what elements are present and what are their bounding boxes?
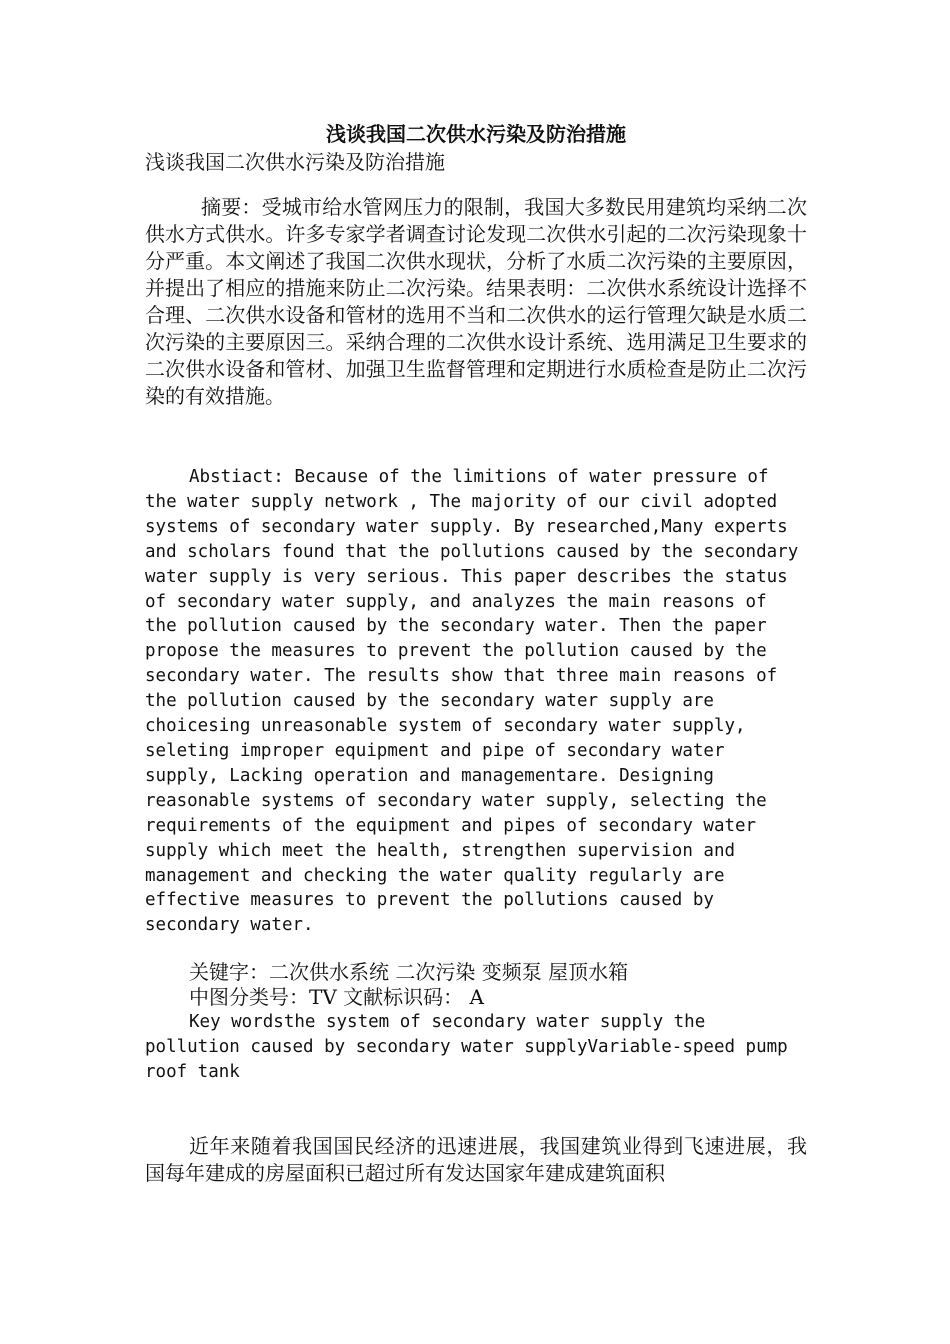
- document-page: [145, 120, 807, 1187]
- keywords-chinese: 关键字：二次供水系统 二次污染 变频泵 屋顶水箱: [189, 960, 629, 985]
- document-subtitle: 浅谈我国二次供水污染及防治措施: [145, 150, 445, 174]
- document-title: 浅谈我国二次供水污染及防治措施: [326, 122, 626, 146]
- abstract-chinese: 摘要：受城市给水管网压力的限制，我国大多数民用建筑均采纳二次供水方式供水。许多专家学者调查讨论发现二次供水引起的二次污染现象十分严重。本文阐述了我国二次供水现状，分析了水质二次污染的主要原因，并提出了相应的措施来防止二次污染。结果表明：二次供水系统设计选择不合理、二次供水设备和管材的选用不当和二次供水的运行管理欠缺是水质二次污染的主要原因三。采纳合理的二次供水设计系统、选用满足卫生要求的二次供水设备和管材、加强卫生监督管理和定期进行水质检查是防止二次污染的有效措施。: [145, 195, 807, 408]
- body-paragraph: 近年来随着我国国民经济的迅速进展，我国建筑业得到飞速进展，我国每年建成的房屋面积已超过所有发达国家年建成建筑面积: [145, 1133, 807, 1185]
- keywords-english: Key wordsthe system of secondary water supply the pollution caused by secondary water supplyVariable-speed pump roof tank: [145, 1012, 788, 1083]
- classification-line: 中图分类号：TV 文献标识码： A: [189, 985, 484, 1010]
- abstract-english: Abstiact: Because of the limitions of water pressure of the water supply network , The majority of our civil adopted systems of secondary water supply. By researched,Many experts and scholars found that the pollutions caused by the secondary water supply is very serious. This paper describes the status of secondary water supply, and analyzes the main reasons of the pollution caused by the secondary water. Then the paper propose the measures to prevent the pollution caused by the secondary water. The results show that three main reasons of the pollution caused by the secondary water supply are choicesing unreasonable system of secondary water supply, seleting improper equipment and pipe of secondary water supply, Lacking operation and managementare. Designing reasonable systems of secondary water supply, selecting the requirements of the equipment and pipes of secondary water supply which meet the health, strengthen supervision and management and checking the water quality regularly are effective measures to prevent the pollutions caused by secondary water.: [145, 467, 799, 936]
